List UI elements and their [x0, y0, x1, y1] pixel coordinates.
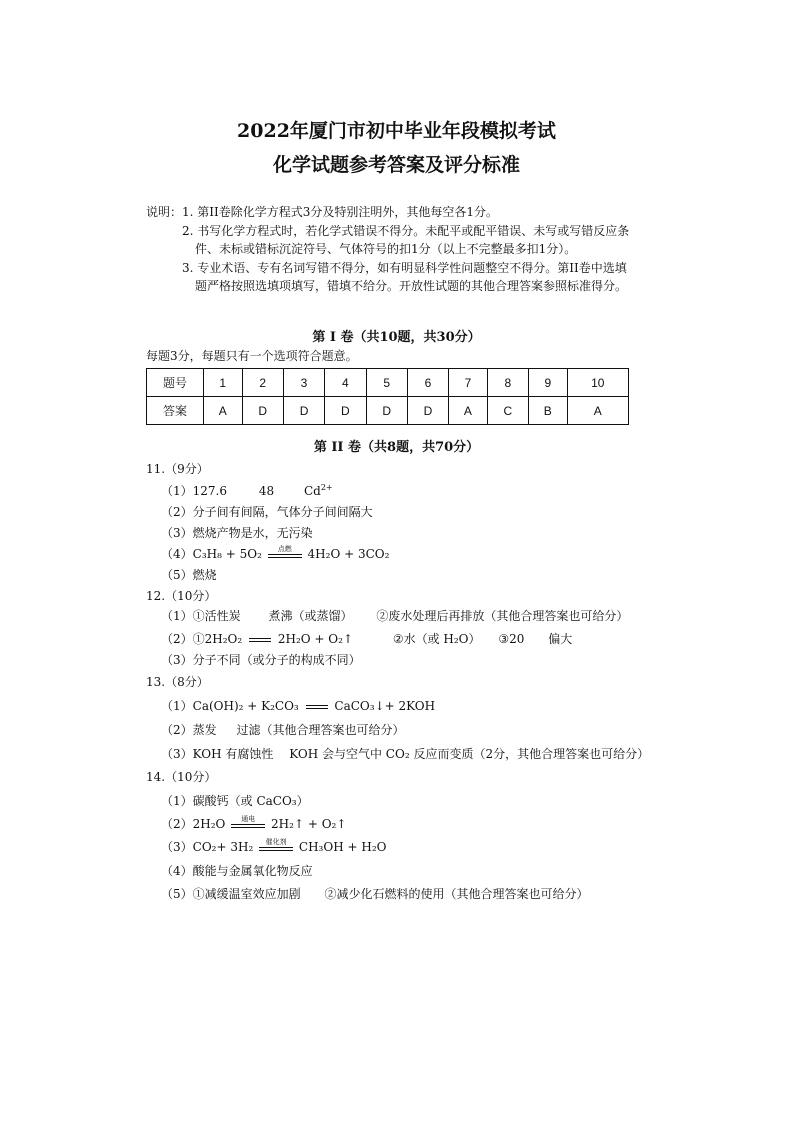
question-number: 4 [325, 369, 366, 397]
q14-line-5 [161, 885, 588, 902]
q14-answer-5a: （5）①减缓温室效应加剧 [161, 887, 301, 901]
answer-cell: C [487, 397, 528, 425]
q11-item-number: （1） [161, 484, 193, 498]
answer-cell: A [204, 397, 243, 425]
q13-answer-3a: （3）KOH 有腐蚀性 [161, 747, 274, 761]
part1-subtitle: 每题3分，每题只有一个选项符合题意。 [146, 349, 358, 363]
equation-products: CaCO₃↓+ 2KOH [334, 699, 436, 713]
q12-line-1 [161, 607, 628, 624]
answer-cell: A [449, 397, 488, 425]
equation-reactants: Ca(OH)₂ + K₂CO₃ [192, 699, 299, 713]
q14-item-number: （2） [161, 817, 193, 831]
condition-label: 催化剂 [265, 837, 287, 846]
equation-products: 2H₂O + O₂↑ [277, 632, 353, 646]
answer-table [146, 368, 629, 425]
reaction-condition-sign [231, 814, 265, 831]
question-number: 1 [204, 369, 243, 397]
note-2-line-1: 2. 书写化学方程式时，若化学式错误不得分。未配平或配平错误、未写或写错反应条 [182, 224, 630, 238]
answer-cell: D [407, 397, 448, 425]
answer-cell: D [325, 397, 366, 425]
q13-line-3 [161, 745, 649, 762]
question-number: 10 [567, 369, 628, 397]
equals-sign [249, 634, 271, 646]
row-label-question: 题号 [147, 369, 204, 397]
question-number: 2 [242, 369, 283, 397]
condition-label: 点燃 [277, 544, 292, 553]
q11-answer-c-charge: 2+ [320, 483, 333, 492]
answer-cell: D [283, 397, 324, 425]
question-number: 7 [449, 369, 488, 397]
condition-label: 通电 [241, 814, 256, 823]
q11-answer-c: Cd [303, 484, 321, 498]
q11-heading: 11.（9分） [146, 462, 209, 476]
q12-line-2 [161, 630, 572, 647]
q14-line-2 [161, 815, 346, 832]
q11-line-3: （3）燃烧产物是水，无污染 [161, 526, 313, 540]
q13-line-2 [161, 721, 404, 738]
answer-cell: B [529, 397, 568, 425]
reaction-condition-sign [268, 544, 302, 561]
q12-heading: 12.（10分） [146, 589, 217, 603]
q11-answer-b: 48 [258, 484, 275, 498]
equation-reactants: 2H₂O [192, 817, 226, 831]
row-label-answer: 答案 [147, 397, 204, 425]
q14-line-3 [161, 838, 386, 855]
note-2-line-2: 件、未标或错标沉淀符号、气体符号的扣1分（以上不完整最多扣1分）。 [195, 242, 577, 256]
q13-answer-2b: 过滤（其他合理答案也可给分） [236, 723, 405, 737]
q14-line-4: （4）酸能与金属氧化物反应 [161, 864, 313, 878]
q11-line-5: （5）燃烧 [161, 568, 217, 582]
q11-line-1 [161, 482, 333, 499]
question-number: 8 [487, 369, 528, 397]
q13-heading: 13.（8分） [146, 675, 209, 689]
equation-products: 4H₂O + 3CO₂ [307, 547, 390, 561]
q12-answer-2b: ②水（或 H₂O） [392, 632, 481, 646]
answer-cell: D [242, 397, 283, 425]
question-number: 9 [529, 369, 568, 397]
q12-answer-1b: 煮沸（或蒸馏） [268, 609, 353, 623]
q14-answer-5b: ②减少化石燃料的使用（其他合理答案也可给分） [324, 887, 589, 901]
table-row-answers [147, 397, 629, 425]
part1-title: 第 I 卷（共10题，共30分） [312, 330, 481, 345]
q12-answer-1a: （1）①活性炭 [161, 609, 241, 623]
q12-answer-2d: 偏大 [548, 632, 573, 646]
equation-reactants: CO₂+ 3H₂ [192, 840, 254, 854]
q13-answer-2a: （2）蒸发 [161, 723, 217, 737]
q11-item-number: （4） [161, 547, 193, 561]
equation-products: CH₃OH + H₂O [298, 840, 387, 854]
q11-answer-a: 127.6 [192, 484, 227, 498]
part2-title: 第 II 卷（共8题，共70分） [313, 440, 480, 455]
q11-line-2: （2）分子间有间隔，气体分子间间隔大 [161, 505, 373, 519]
document-title: 2022年厦门市初中毕业年段模拟考试 [237, 120, 556, 142]
q12-answer-2c: ③20 [498, 632, 525, 646]
equation-products: 2H₂↑ + O₂↑ [271, 817, 347, 831]
q14-line-1: （1）碳酸钙（或 CaCO₃） [161, 794, 309, 808]
equation-reactants: ①2H₂O₂ [192, 632, 243, 646]
question-number: 5 [366, 369, 407, 397]
q12-answer-1c: ②废水处理后再排放（其他合理答案也可给分） [376, 609, 629, 623]
q13-item-number: （1） [161, 699, 193, 713]
equals-sign [306, 701, 328, 713]
question-number: 3 [283, 369, 324, 397]
q13-line-1 [161, 697, 435, 714]
q12-line-3: （3）分子不同（或分子的构成不同） [161, 653, 361, 667]
notes-label: 说明： [146, 205, 183, 219]
document-subtitle: 化学试题参考答案及评分标准 [272, 154, 520, 176]
q13-answer-3b: KOH 会与空气中 CO₂ 反应而变质（2分，其他合理答案也可给分） [289, 747, 650, 761]
table-row-question-numbers [147, 369, 629, 397]
q14-heading: 14.（10分） [146, 770, 217, 784]
equation-reactants: C₃H₈ + 5O₂ [192, 547, 262, 561]
reaction-condition-sign [259, 837, 293, 854]
question-number: 6 [407, 369, 448, 397]
answer-cell: D [366, 397, 407, 425]
answer-cell: A [567, 397, 628, 425]
q14-item-number: （3） [161, 840, 193, 854]
note-3-line-1: 3. 专业术语、专有名词写错不得分，如有明显科学性问题整空不得分。第II卷中选填 [182, 261, 627, 275]
q11-line-4 [161, 545, 389, 562]
note-1: 1. 第II卷除化学方程式3分及特别注明外，其他每空各1分。 [182, 205, 499, 219]
note-3-line-2: 题严格按照选填项填写，错填不给分。开放性试题的其他合理答案参照标准得分。 [195, 279, 628, 293]
q12-item-number: （2） [161, 632, 193, 646]
